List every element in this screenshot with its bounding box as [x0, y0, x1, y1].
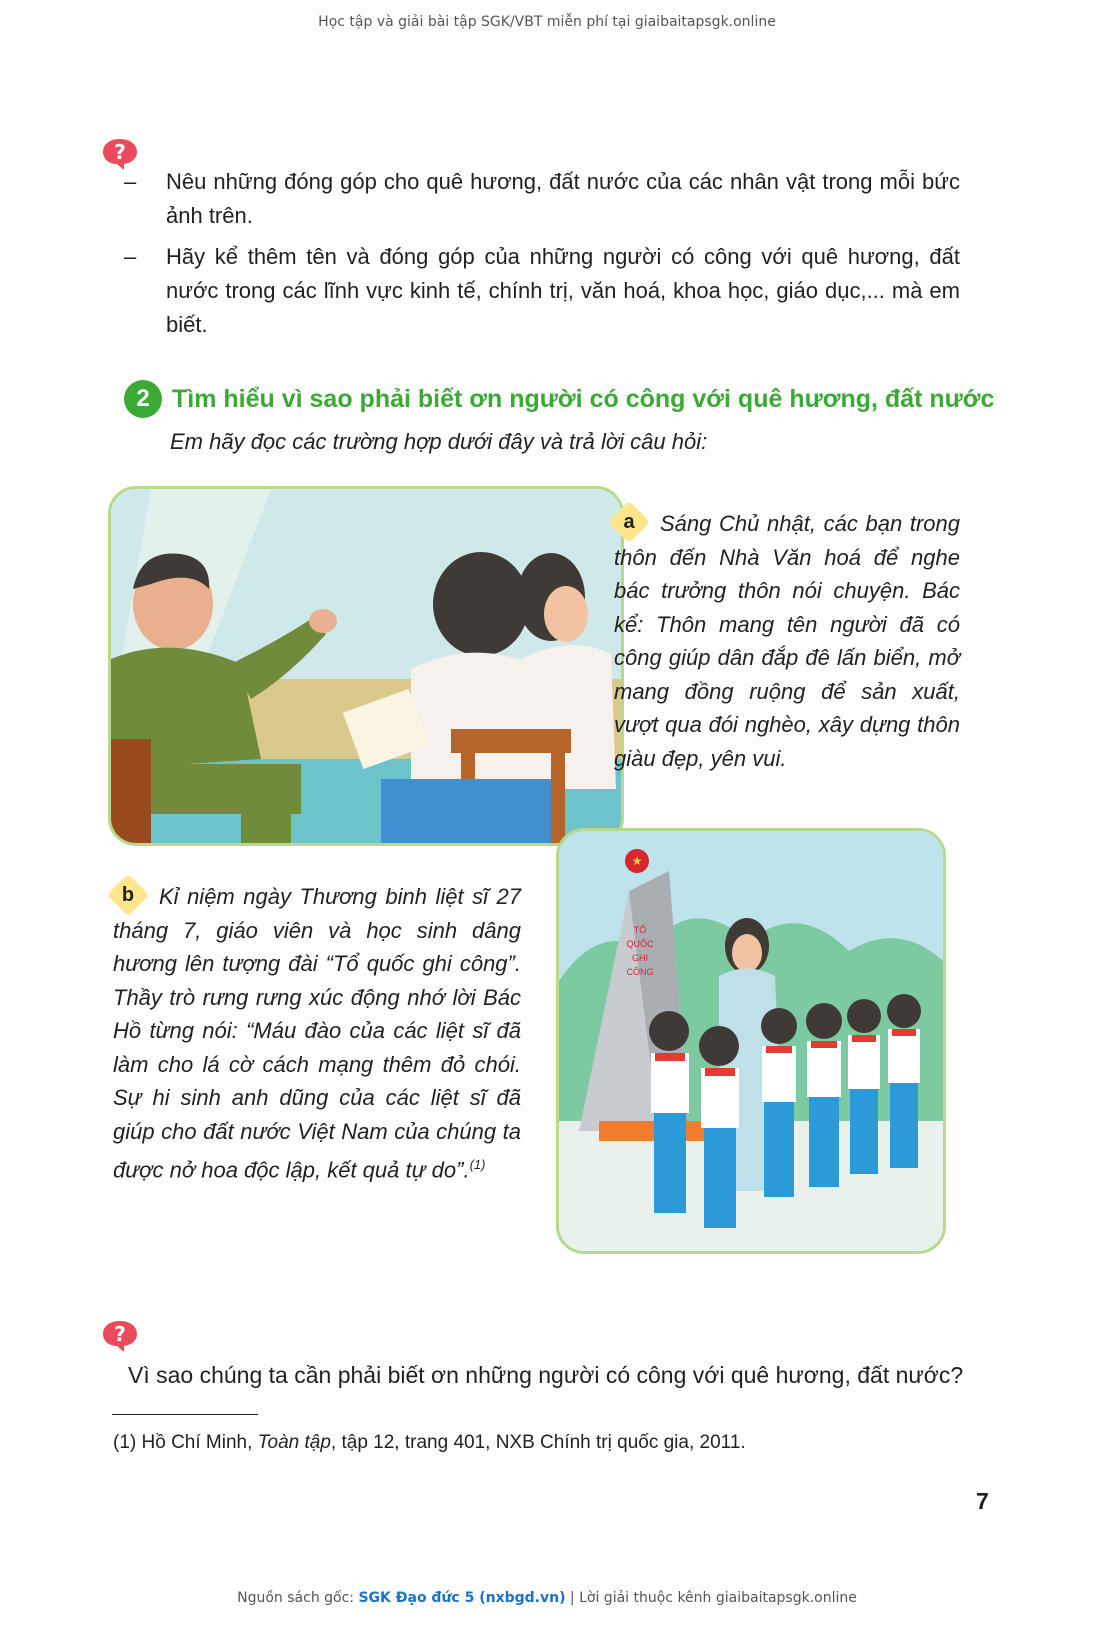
- case-b-text: [113, 880, 521, 1187]
- section-number-icon: 2: [124, 380, 162, 418]
- question-icon: [100, 1318, 140, 1354]
- illustration-memorial: [556, 828, 946, 1254]
- footnote-ref: (1): [469, 1157, 486, 1172]
- footnote: (1) Hồ Chí Minh, Toàn tập, tập 12, trang 401, NXB Chính trị quốc gia, 2011.: [113, 1432, 746, 1453]
- monument-inscription: TỔ QUỐC GHI CÔNG: [626, 925, 654, 977]
- section-instruction: Em hãy đọc các trường hợp dưới đây và trả lời câu hỏi:: [170, 429, 708, 454]
- footer-note: Nguồn sách gốc: SGK Đạo đức 5 (nxbgd.vn) | Lời giải thuộc kênh giaibaitapsgk.online: [237, 1590, 857, 1606]
- bullet-text: Hãy kể thêm tên và đóng góp của những người có công với quê hương, đất nước trong các lĩnh vực kinh tế, chính trị, văn hoá, khoa học, giáo dục,... mà em biết.: [166, 244, 960, 337]
- label-diamond-icon: a: [608, 501, 650, 543]
- page-number: 7: [976, 1488, 989, 1514]
- footnote-divider: [112, 1414, 258, 1415]
- svg-text:?: ?: [114, 140, 126, 164]
- svg-text:?: ?: [114, 1322, 126, 1346]
- case-b-body: Kỉ niệm ngày Thương binh liệt sĩ 27 tháng 7, giáo viên và học sinh dâng hương lên tượng đài “Tổ quốc ghi công”. Thầy trò rưng rưng xúc động nhớ lời Bác Hồ từng nói: “Máu đào của các liệt sĩ đã làm cho lá cờ cách mạng thêm đỏ chói. Sự hi sinh anh dũng của các liệt sĩ đã giúp cho đất nước Việt Nam của chúng ta được nở hoa độc lập, kết quả tự do”.: [113, 884, 521, 1183]
- bullet-item: – Nêu những đóng góp cho quê hương, đất nước của các nhân vật trong mỗi bức ảnh trên.: [124, 165, 960, 235]
- svg-text:★: ★: [631, 854, 643, 868]
- source-link[interactable]: SGK Đạo đức 5 (nxbgd.vn): [358, 1590, 566, 1606]
- bullet-text: Nêu những đóng góp cho quê hương, đất nước của các nhân vật trong mỗi bức ảnh trên.: [166, 169, 960, 228]
- bullet-item: – Hãy kể thêm tên và đóng góp của những người có công với quê hương, đất nước trong các lĩnh vực kinh tế, chính trị, văn hoá, khoa học, giáo dục,... mà em biết.: [124, 240, 960, 344]
- label-diamond-icon: b: [107, 874, 149, 916]
- header-note: Học tập và giải bài tập SGK/VBT miễn phí tại giaibaitapsgk.online: [318, 14, 776, 30]
- case-a-text: [614, 507, 960, 775]
- question-text: Vì sao chúng ta cần phải biết ơn những người có công với quê hương, đất nước?: [128, 1362, 964, 1388]
- case-a-body: Sáng Chủ nhật, các bạn trong thôn đến Nhà Văn hoá để nghe bác trưởng thôn nói chuyện. Bác kể: Thôn mang tên người đã có công giúp dân đắp đê lấn biển, mở mang đồng ruộng để sản xuất, vượt qua đói nghèo, xây dựng thôn giàu đẹp, yên vui.: [614, 511, 960, 771]
- illustration-village-meeting: [108, 486, 624, 846]
- section-title: Tìm hiểu vì sao phải biết ơn người có công với quê hương, đất nước: [172, 385, 995, 413]
